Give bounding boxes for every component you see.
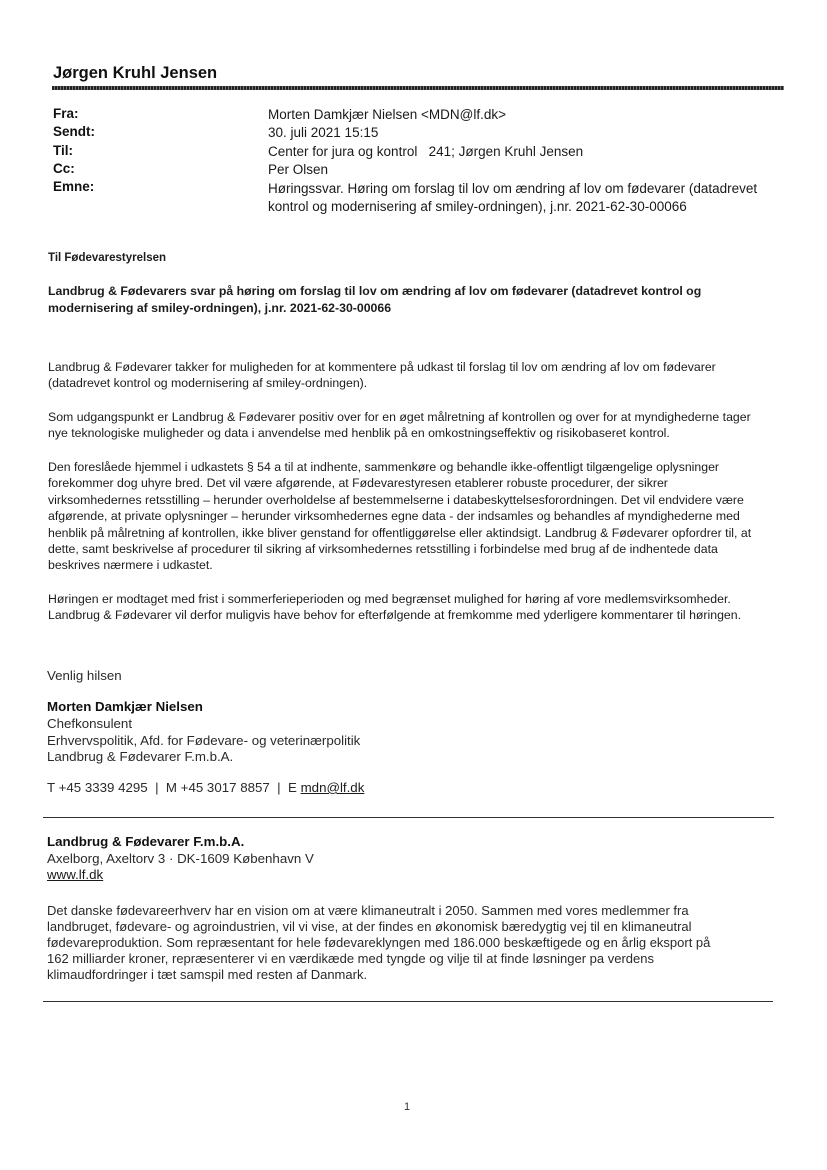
signature-name: Morten Damkjær Nielsen bbox=[47, 699, 203, 714]
greeting: Venlig hilsen bbox=[47, 668, 122, 683]
footer-divider-top bbox=[43, 817, 774, 818]
addressee: Til Fødevarestyrelsen bbox=[48, 252, 167, 264]
text-line: beskrives nærmere i udkastet. bbox=[48, 558, 213, 573]
text-line: Landbrug & Fødevarer takker for muligheden for at kommentere på udkast til forslag til lov om ændring af lov om fødevarer bbox=[48, 360, 716, 374]
contact-phones: T +45 3339 4295 | M +45 3017 8857 | E bbox=[47, 780, 301, 795]
text-line: 162 milliarder kroner, repræsenterer vi en værdikæde med tyngde og vilje til at finde løsninger pa verdens bbox=[47, 951, 654, 966]
to-label: Til: bbox=[53, 143, 73, 158]
cc-value: Per Olsen bbox=[268, 162, 329, 177]
paragraph-4 bbox=[48, 591, 778, 624]
letter-title bbox=[48, 283, 778, 317]
text-line: Den foreslåede hjemmel i udkastets § 54 a til at indhente, sammenkøre og behandle ikke-offentligt tilgængelige oplysninger bbox=[48, 460, 720, 474]
sent-label: Sendt: bbox=[53, 124, 95, 139]
text-line: afgørende, at private oplysninger – herunder virksomhedernes egne data - der indsamles og behandles af myndighederne med bbox=[48, 509, 740, 524]
paragraph-1 bbox=[48, 359, 778, 392]
title-line: modernisering af smiley-ordningen), j.nr. 2021-62-30-00066 bbox=[48, 301, 392, 315]
footer-divider-bottom bbox=[43, 1001, 773, 1002]
website-link[interactable]: www.lf.dk bbox=[47, 867, 104, 882]
to-value: Center for jura og kontrol 241; Jørgen Kruhl Jensen bbox=[268, 144, 584, 159]
text-line: fødevareproduktion. Som repræsentant for hele fødevareklyngen med 186.000 beskæftigede og en årlig eksport på bbox=[47, 935, 711, 950]
text-line: henblik på målretning af kontrollen, ikke bliver genstand for offentliggørelse eller aktindsigt. Landbrug & Fødevarer opfordrer til, at bbox=[48, 525, 752, 540]
subject-value bbox=[268, 180, 757, 216]
footer-address: Axelborg, Axeltorv 3 · DK-1609 København V bbox=[47, 851, 314, 866]
subject-line: kontrol og modernisering af smiley-ordningen), j.nr. 2021-62-30-00066 bbox=[268, 199, 687, 214]
text-line: landbruget, fødevare- og agroindustrien, vil vi vise, at der findes en økonomisk bæredygtig vej til en klimaneutral bbox=[47, 919, 692, 934]
signature-department: Erhvervspolitik, Afd. for Fødevare- og veterinærpolitik bbox=[47, 733, 361, 748]
vision-text bbox=[47, 903, 710, 983]
sent-value: 30. juli 2021 15:15 bbox=[268, 125, 379, 140]
subject-label: Emne: bbox=[53, 179, 95, 194]
from-value: Morten Damkjær Nielsen <MDN@lf.dk> bbox=[268, 107, 507, 122]
owner-divider bbox=[52, 86, 784, 90]
text-line: dette, samt beskrivelse af procedurer til sikring af virksomhedernes retsstilling i forbindelse med brug af de indhentede data bbox=[48, 542, 718, 557]
page-owner-name: Jørgen Kruhl Jensen bbox=[53, 64, 218, 82]
text-line: klimaudfordringer i tæt samspil med resten af Danmark. bbox=[47, 967, 368, 982]
title-line: Landbrug & Fødevarers svar på høring om forslag til lov om ændring af lov om fødevarer (datadrevet kontrol og bbox=[48, 284, 702, 298]
page-number: 1 bbox=[404, 1101, 411, 1113]
text-line: virksomhedernes retsstilling – herunder overholdelse af bestemmelserne i databeskyttelsesforordningen. Det vil endvidere være bbox=[48, 492, 744, 507]
cc-label: Cc: bbox=[53, 161, 75, 176]
text-line: (datadrevet kontrol og modernisering af smiley-ordningen). bbox=[48, 376, 368, 391]
footer-website-row bbox=[47, 867, 103, 884]
text-line: forekommer dog uhyre bred. Det vil være afgørende, at Fødevarestyresen etablerer robuste procedurer, der sikrer bbox=[48, 476, 668, 491]
signature-role: Chefkonsulent bbox=[47, 716, 133, 731]
paragraph-3 bbox=[48, 459, 778, 574]
signature-org: Landbrug & Fødevarer F.m.b.A. bbox=[47, 749, 234, 764]
footer-company: Landbrug & Fødevarer F.m.b.A. bbox=[47, 834, 245, 849]
from-label: Fra: bbox=[53, 106, 79, 121]
text-line: Det danske fødevareerhverv har en vision om at være klimaneutralt i 2050. Sammen med vores medlemmer fra bbox=[47, 903, 689, 918]
text-line: Høringen er modtaget med frist i sommerferieperioden og med begrænset mulighed for høring af vore medlemsvirksomheder. bbox=[48, 592, 731, 606]
text-line: Som udgangspunkt er Landbrug & Fødevarer positiv over for en øget målretning af kontrollen og over for at myndighederne tager bbox=[48, 410, 751, 424]
paragraph-2 bbox=[48, 409, 778, 442]
email-link[interactable]: mdn@lf.dk bbox=[300, 780, 365, 795]
text-line: Landbrug & Fødevarer vil derfor muligvis have behov for efterfølgende at fremkomme med yderligere kommentarer til høringen. bbox=[48, 608, 742, 623]
contact-line bbox=[47, 780, 364, 797]
subject-line: Høringssvar. Høring om forslag til lov om ændring af lov om fødevarer (datadrevet bbox=[268, 181, 758, 196]
text-line: nye teknologiske muligheder og data i anvendelse med henblik på en omkostningseffektiv og risikobaseret kontrol. bbox=[48, 426, 670, 441]
